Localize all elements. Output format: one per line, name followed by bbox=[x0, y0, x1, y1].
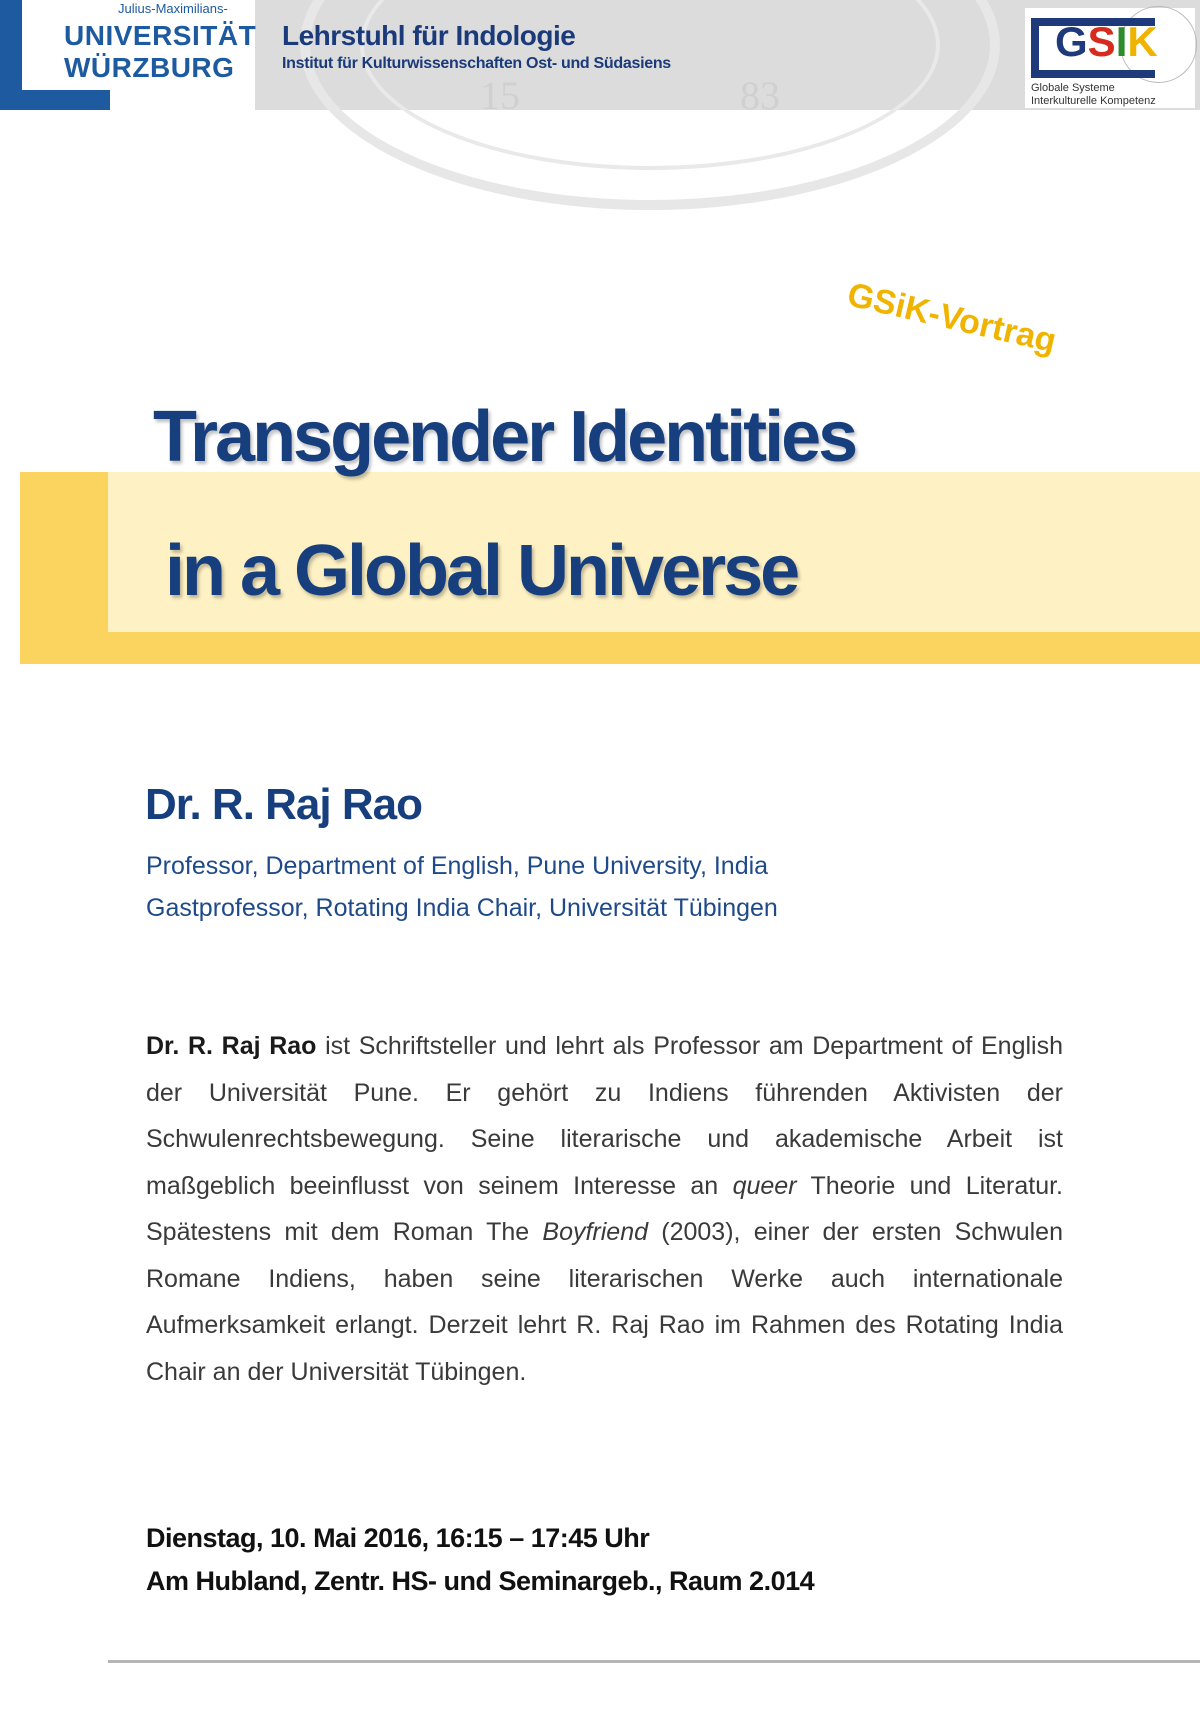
university-name-line1: UNIVERSITÄT bbox=[64, 20, 257, 51]
institute-subtitle: Institut für Kulturwissenschaften Ost- und Südasiens bbox=[282, 55, 671, 72]
bio-text-1: ist Schriftsteller und lehrt als Professor am Department of English der Universität Pune. Er gehört zu Indiens führenden Aktivisten der Schwulenrechtsbewegung. Seine literarische und akademische Arbeit ist maßgeblich beeinflusst von seinem Interesse an bbox=[146, 1032, 1064, 1200]
gsik-caption-line2: Interkulturelle Kompetenz bbox=[1031, 95, 1156, 107]
lecture-badge: GSiK-Vortrag bbox=[843, 275, 1060, 361]
gsik-letter-g: G bbox=[1055, 18, 1088, 65]
speaker-affiliation-2: Gastprofessor, Rotating India Chair, Universität Tübingen bbox=[146, 894, 778, 922]
bio-italic-boyfriend: Boyfriend bbox=[542, 1218, 649, 1246]
footer-divider bbox=[108, 1660, 1200, 1663]
bio-speaker-name: Dr. R. Raj Rao bbox=[146, 1032, 317, 1060]
chair-title: Lehrstuhl für Indologie bbox=[282, 20, 576, 51]
seal-number-left: 15 bbox=[480, 73, 520, 118]
speaker-affiliation-1: Professor, Department of English, Pune University, India bbox=[146, 852, 769, 880]
university-logo bbox=[0, 0, 255, 110]
gsik-letter-s: S bbox=[1087, 18, 1116, 65]
gsik-logo-letters bbox=[1055, 18, 1158, 66]
gsik-caption bbox=[1031, 82, 1156, 108]
event-location: Am Hubland, Zentr. HS- und Seminargeb., Raum 2.014 bbox=[146, 1566, 815, 1596]
gsik-logo bbox=[1025, 8, 1195, 108]
bio-text-3: (2003), einer der ersten Schwulen Romane Indiens, haben seine literarischen Werke auch internationale Aufmerksamkeit erlangt. Derzeit lehrt R. Raj Rao im Rahmen des Rotating India Chair an der Universität Tübingen. bbox=[146, 1218, 1063, 1386]
university-logo-bar-bottom bbox=[0, 90, 110, 110]
event-datetime: Dienstag, 10. Mai 2016, 16:15 – 17:45 Uhr bbox=[146, 1523, 650, 1553]
university-name-prefix: Julius-Maximilians- bbox=[118, 1, 228, 16]
seal-number-right: 83 bbox=[740, 73, 780, 118]
event-title-line1: Transgender Identities bbox=[153, 397, 856, 477]
speaker-bio bbox=[146, 1023, 1063, 1395]
gsik-caption-line1: Globale Systeme bbox=[1031, 82, 1115, 94]
university-name-line2: WÜRZBURG bbox=[64, 52, 235, 83]
bio-text-2: Theorie und Literatur. Spätestens mit dem Roman The bbox=[146, 1171, 1063, 1246]
event-title-line2: in a Global Universe bbox=[165, 531, 798, 611]
gsik-letter-k: K bbox=[1127, 18, 1158, 65]
gsik-letter-i: I bbox=[1115, 18, 1128, 65]
speaker-name: Dr. R. Raj Rao bbox=[145, 780, 422, 829]
header-banner bbox=[0, 0, 1200, 118]
bio-italic-queer: queer bbox=[732, 1171, 797, 1200]
